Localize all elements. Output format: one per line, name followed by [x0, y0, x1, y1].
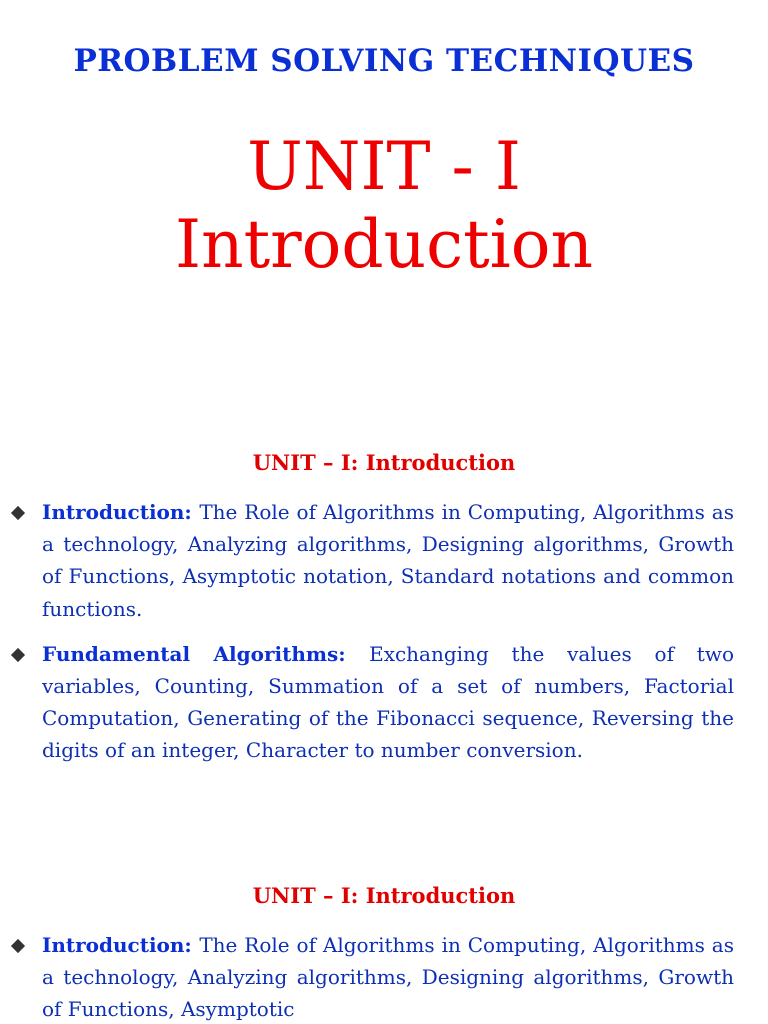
diamond-bullet-icon — [11, 648, 25, 662]
syllabus-slide-2 — [0, 882, 768, 1024]
title-slide — [0, 0, 768, 420]
unit-heading — [0, 128, 768, 284]
unit-number: UNIT - I — [247, 128, 521, 205]
syllabus-slide-1 — [0, 449, 768, 780]
diamond-bullet-icon — [11, 506, 25, 520]
topic-list — [0, 929, 768, 1024]
diamond-bullet-icon — [11, 939, 25, 953]
topic-item-introduction — [42, 496, 734, 625]
topic-text: The Role of Algorithms in Computing, Algorithms as a technology, Analyzing algorithms, Designing algorithms, Growth of Functions, Asymptotic — [42, 933, 734, 1022]
topic-text: The Role of Algorithms in Computing, Algorithms as a technology, Analyzing algorithms, Designing algorithms, Growth of Functions, Asymptotic notation, Standard notations and common functions. — [42, 500, 734, 621]
topic-lead: Introduction: — [42, 500, 200, 524]
document-title: PROBLEM SOLVING TECHNIQUES — [73, 43, 695, 79]
section-title: UNIT – I: Introduction — [252, 450, 516, 475]
section-title: UNIT – I: Introduction — [252, 883, 516, 908]
topic-text: Exchanging the values of two variables, Counting, Summation of a set of numbers, Factorial Computation, Generating of the Fibonacci sequence, Reversing the digits of an integer, Character to number conversion. — [42, 641, 734, 763]
topic-lead: Fundamental Algorithms: — [42, 641, 370, 666]
topic-lead: Introduction: — [42, 933, 200, 957]
topic-list — [0, 496, 768, 767]
unit-name: Introduction — [175, 206, 593, 283]
topic-item-fundamental-algorithms — [42, 638, 734, 767]
topic-item-introduction — [42, 929, 734, 1024]
